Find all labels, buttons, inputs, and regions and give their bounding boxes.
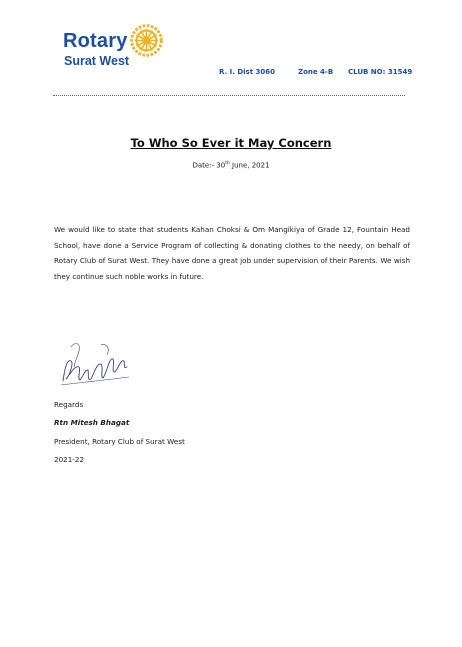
logo-club-name: Surat West <box>64 54 130 68</box>
date-ordinal: th <box>225 161 230 166</box>
handwritten-signature <box>57 337 135 392</box>
closing-regards: Regards <box>54 400 84 409</box>
zone-label: Zone 4-B <box>298 68 334 76</box>
letter-title: To Who So Ever it May Concern <box>130 136 332 150</box>
signer-position: President, Rotary Club of Surat West <box>54 437 185 446</box>
rotary-logo <box>63 24 173 74</box>
signer-term: 2021-22 <box>54 455 85 464</box>
date-suffix: June, 2021 <box>229 161 270 170</box>
rotary-wheel-icon <box>130 24 163 57</box>
date-prefix: Date:- 30 <box>192 161 226 170</box>
letter-date <box>0 161 462 169</box>
district-label: R. I. Dist 3060 <box>219 68 275 76</box>
letter-body: We would like to state that students Kahan Choksi & Om Mangikiya of Grade 12, Fountain Head School, have done a Service Program of collecting & donating clothes to the needy, on behalf of Rotary Club of Surat West. They have done a great job under supervision of their Parents. We wish they continue such noble works in future. <box>54 225 410 281</box>
logo-wordmark: Rotary <box>63 30 128 52</box>
club-number-label: CLUB NO: 31549 <box>348 68 413 76</box>
signer-name: Rtn Mitesh Bhagat <box>54 418 130 427</box>
header-divider <box>53 95 405 96</box>
